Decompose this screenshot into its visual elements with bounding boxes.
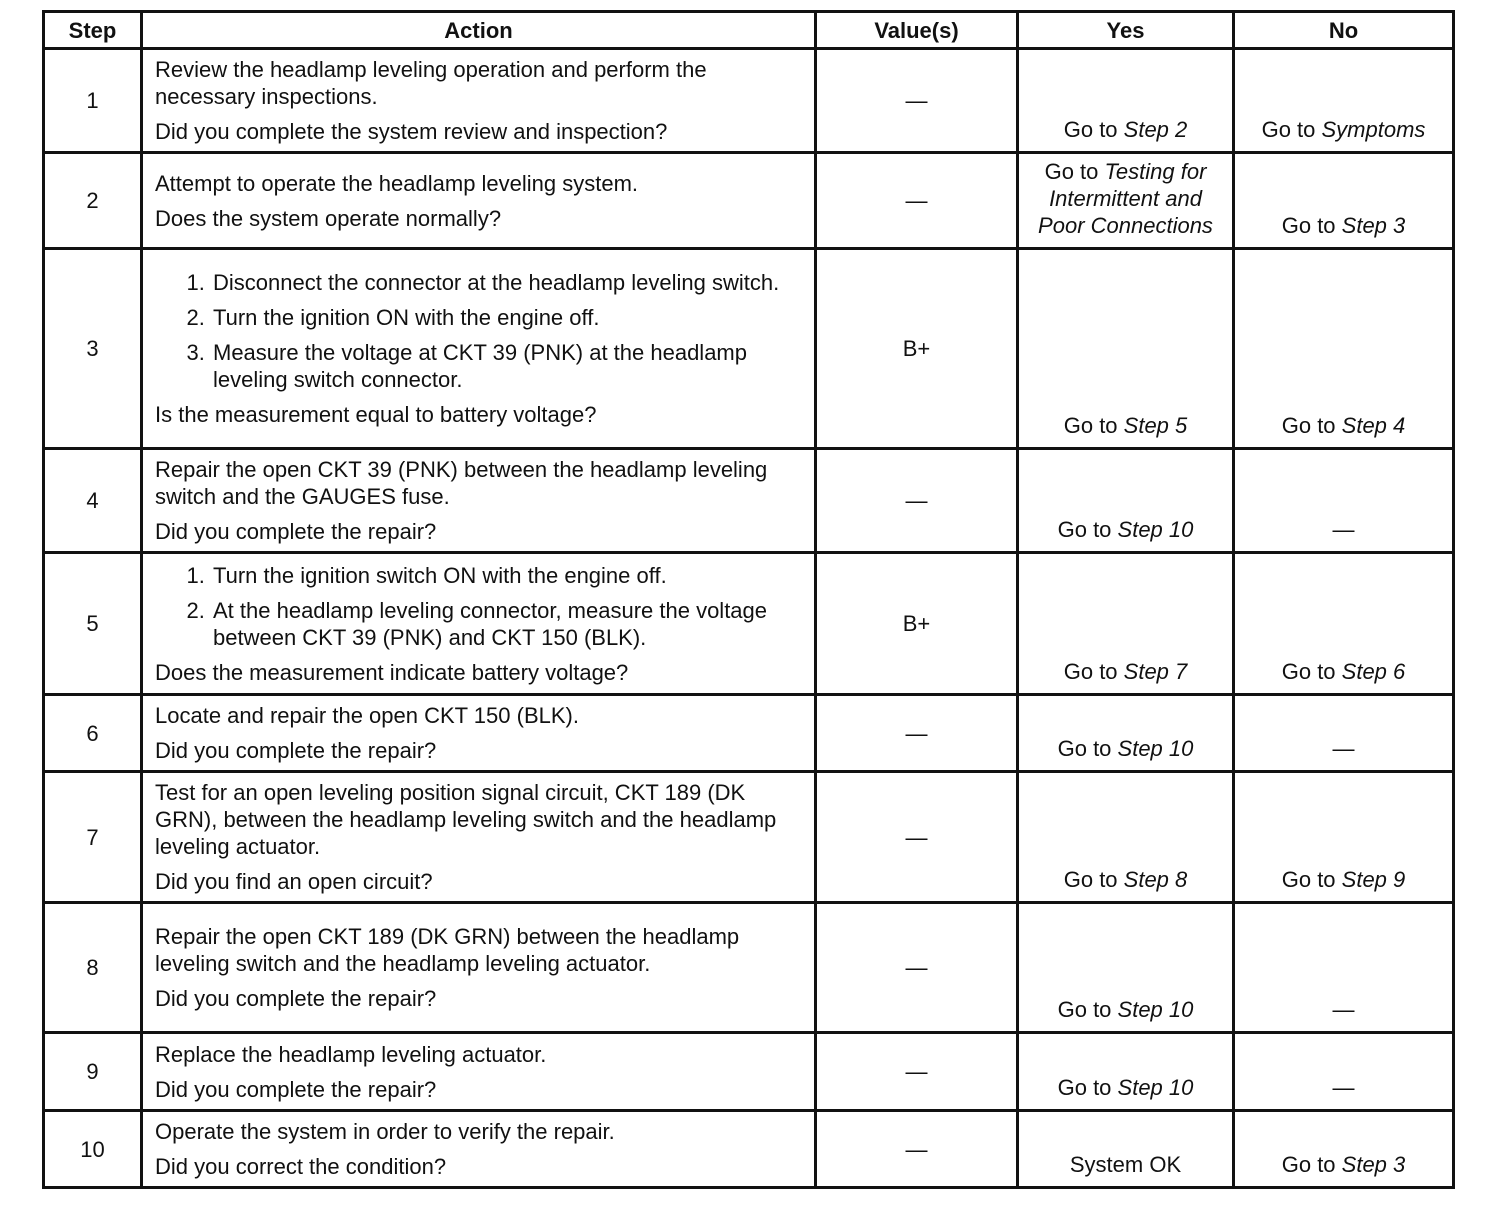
- yes-result: [1018, 903, 1234, 1033]
- substep-item: 3. Measure the voltage at CKT 39 (PNK) at the headlamp leveling switch connector.: [211, 339, 806, 393]
- yes-goto-prefix: Go to: [1063, 117, 1124, 142]
- yes-goto-prefix: Go to: [1063, 659, 1124, 684]
- action-instruction: Locate and repair the open CKT 150 (BLK).: [155, 703, 579, 728]
- header-step: Step: [44, 12, 142, 49]
- action-cell: [142, 695, 816, 772]
- value-cell: —: [816, 449, 1018, 553]
- no-goto-target[interactable]: Step 9: [1341, 867, 1406, 892]
- header-no: No: [1234, 12, 1454, 49]
- action-question: Did you complete the repair?: [155, 1076, 437, 1102]
- header-row: [44, 12, 1454, 49]
- step-number: 2: [44, 153, 142, 249]
- action-question: Does the measurement indicate battery voltage?: [155, 659, 629, 685]
- yes-goto-target[interactable]: Step 10: [1117, 517, 1194, 542]
- action-instruction: Attempt to operate the headlamp leveling system.: [155, 170, 639, 196]
- value-cell: —: [816, 153, 1018, 249]
- no-goto-target[interactable]: Step 6: [1341, 659, 1406, 684]
- no-goto-prefix: Go to: [1261, 117, 1322, 142]
- no-result: —: [1234, 449, 1454, 553]
- value-cell: —: [816, 695, 1018, 772]
- yes-goto-target[interactable]: Testing for Intermittent and Poor Connections: [1038, 159, 1213, 238]
- action-instruction: Review the headlamp leveling operation and perform the necessary inspections.: [155, 57, 707, 109]
- action-cell: [142, 449, 816, 553]
- table-row: [44, 49, 1454, 153]
- action-question: Did you complete the system review and inspection?: [155, 119, 668, 144]
- action-instruction: Operate the system in order to verify the repair.: [155, 1119, 615, 1144]
- table-row: [44, 153, 1454, 249]
- action-cell: [142, 903, 816, 1033]
- yes-goto-target[interactable]: Step 10: [1117, 736, 1194, 761]
- yes-result: [1018, 249, 1234, 449]
- action-cell: [142, 1111, 816, 1188]
- step-number: 6: [44, 695, 142, 772]
- action-instruction: Test for an open leveling position signal circuit, CKT 189 (DK GRN), between the headlamp leveling switch and the headlamp leveling actuator.: [155, 780, 777, 859]
- substep-list: [155, 269, 806, 393]
- step-number: 10: [44, 1111, 142, 1188]
- no-result: —: [1234, 903, 1454, 1033]
- no-result: [1234, 153, 1454, 249]
- no-goto-target[interactable]: Step 3: [1341, 213, 1406, 238]
- table-row: [44, 695, 1454, 772]
- yes-goto-prefix: Go to: [1057, 1075, 1118, 1100]
- yes-goto-prefix: Go to: [1057, 997, 1118, 1022]
- value-cell: —: [816, 1033, 1018, 1111]
- yes-result: [1018, 49, 1234, 153]
- value-cell: B+: [816, 249, 1018, 449]
- yes-goto-target[interactable]: Step 5: [1123, 413, 1188, 438]
- yes-goto-target[interactable]: Step 7: [1123, 659, 1188, 684]
- action-instruction: Replace the headlamp leveling actuator.: [155, 1041, 547, 1067]
- header-yes: Yes: [1018, 12, 1234, 49]
- table-row: [44, 553, 1454, 695]
- yes-goto-target[interactable]: Step 10: [1117, 997, 1194, 1022]
- no-result: [1234, 1111, 1454, 1188]
- no-goto-target[interactable]: Step 3: [1341, 1152, 1406, 1177]
- value-cell: B+: [816, 553, 1018, 695]
- substep-item: 2. Turn the ignition ON with the engine off.: [211, 304, 806, 331]
- action-question: Did you complete the repair?: [155, 519, 437, 544]
- no-goto-prefix: Go to: [1281, 659, 1342, 684]
- no-goto-target[interactable]: Step 4: [1341, 413, 1406, 438]
- substep-list: [155, 562, 806, 651]
- action-cell: [142, 1033, 816, 1111]
- yes-result: [1018, 695, 1234, 772]
- yes-result: System OK: [1018, 1111, 1234, 1188]
- no-result: [1234, 553, 1454, 695]
- step-number: 7: [44, 772, 142, 903]
- action-cell: [142, 153, 816, 249]
- no-goto-target[interactable]: Symptoms: [1321, 117, 1426, 142]
- step-number: 8: [44, 903, 142, 1033]
- value-cell: —: [816, 49, 1018, 153]
- action-cell: [142, 772, 816, 903]
- no-result: [1234, 772, 1454, 903]
- table-row: [44, 449, 1454, 553]
- action-question: Did you complete the repair?: [155, 738, 437, 763]
- yes-result: [1018, 772, 1234, 903]
- no-result: —: [1234, 1033, 1454, 1111]
- table-row: [44, 772, 1454, 903]
- table-body: [44, 49, 1454, 1188]
- value-cell: —: [816, 903, 1018, 1033]
- yes-goto-prefix: Go to: [1063, 413, 1124, 438]
- action-question: Does the system operate normally?: [155, 205, 502, 231]
- table-row: [44, 903, 1454, 1033]
- action-question: Did you find an open circuit?: [155, 869, 433, 894]
- yes-goto-prefix: Go to: [1044, 159, 1105, 184]
- yes-goto-target[interactable]: Step 10: [1117, 1075, 1194, 1100]
- step-number: 5: [44, 553, 142, 695]
- value-cell: —: [816, 1111, 1018, 1188]
- yes-result: [1018, 449, 1234, 553]
- action-question: Did you correct the condition?: [155, 1154, 447, 1179]
- value-cell: —: [816, 772, 1018, 903]
- action-instruction: Repair the open CKT 189 (DK GRN) between the headlamp leveling switch and the headlamp leveling actuator.: [155, 924, 740, 976]
- yes-goto-prefix: Go to: [1063, 867, 1124, 892]
- yes-goto-prefix: Go to: [1057, 517, 1118, 542]
- step-number: 9: [44, 1033, 142, 1111]
- action-cell: [142, 553, 816, 695]
- substep-item: 1. Turn the ignition switch ON with the engine off.: [211, 562, 806, 589]
- step-number: 4: [44, 449, 142, 553]
- yes-result: [1018, 553, 1234, 695]
- table-row: [44, 1111, 1454, 1188]
- action-cell: [142, 249, 816, 449]
- action-cell: [142, 49, 816, 153]
- substep-item: 1. Disconnect the connector at the headlamp leveling switch.: [211, 269, 806, 296]
- yes-goto-prefix: Go to: [1057, 736, 1118, 761]
- action-question: Did you complete the repair?: [155, 986, 437, 1011]
- no-goto-prefix: Go to: [1281, 1152, 1342, 1177]
- yes-goto-target[interactable]: Step 8: [1123, 867, 1188, 892]
- no-result: [1234, 49, 1454, 153]
- yes-result: [1018, 153, 1234, 249]
- no-result: [1234, 249, 1454, 449]
- no-goto-prefix: Go to: [1281, 867, 1342, 892]
- table-row: [44, 1033, 1454, 1111]
- yes-result: [1018, 1033, 1234, 1111]
- no-goto-prefix: Go to: [1281, 413, 1342, 438]
- diagnostic-table: [42, 10, 1455, 1189]
- header-values: Value(s): [816, 12, 1018, 49]
- table-row: [44, 249, 1454, 449]
- step-number: 3: [44, 249, 142, 449]
- action-instruction: Repair the open CKT 39 (PNK) between the headlamp leveling switch and the GAUGES fuse.: [155, 457, 768, 509]
- step-number: 1: [44, 49, 142, 153]
- no-result: —: [1234, 695, 1454, 772]
- no-goto-prefix: Go to: [1281, 213, 1342, 238]
- header-action: Action: [142, 12, 816, 49]
- action-question: Is the measurement equal to battery voltage?: [155, 402, 597, 427]
- yes-goto-target[interactable]: Step 2: [1123, 117, 1188, 142]
- substep-item: 2. At the headlamp leveling connector, measure the voltage between CKT 39 (PNK) and CKT 150 (BLK).: [211, 597, 806, 651]
